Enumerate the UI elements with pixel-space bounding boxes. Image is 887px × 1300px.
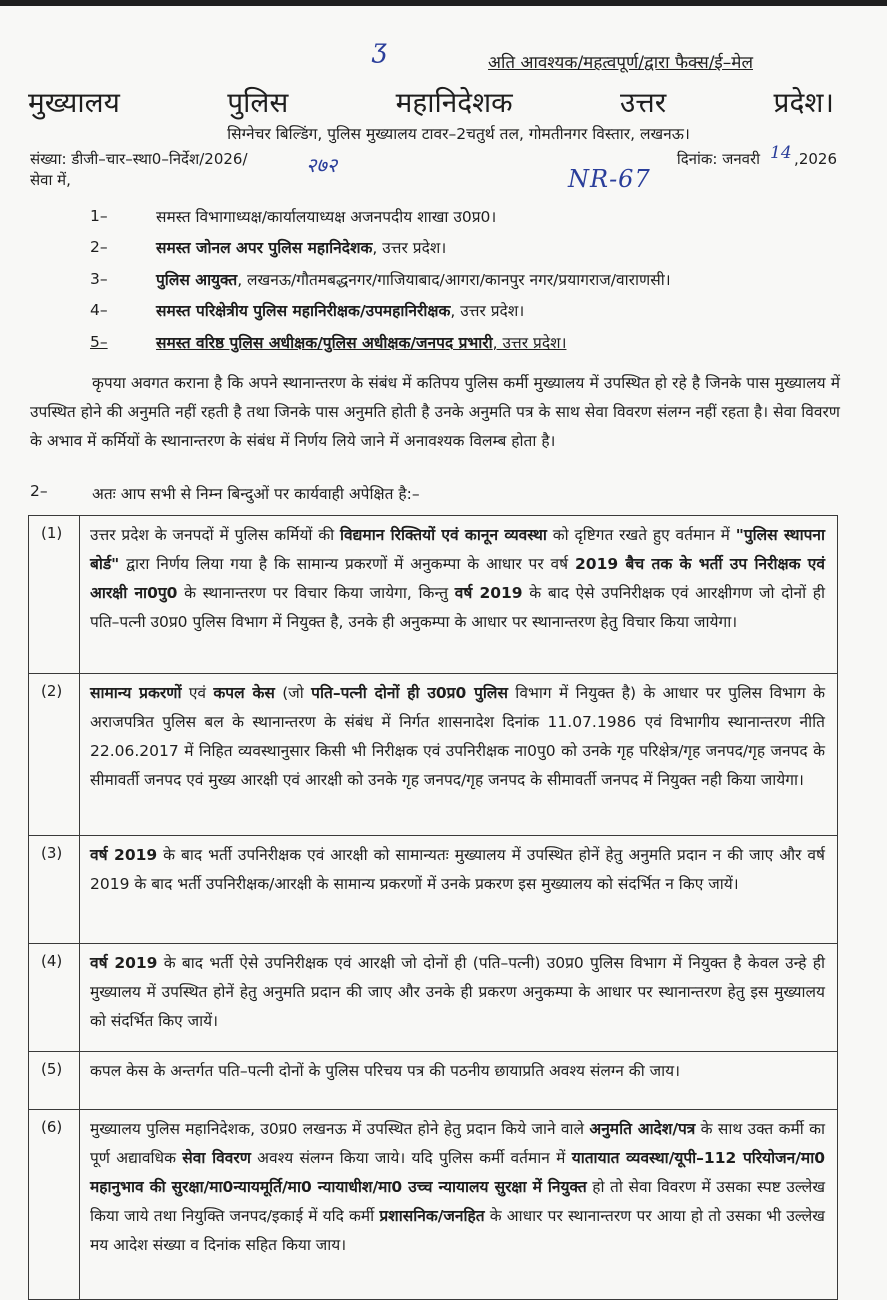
- directive-segment: के साथ उक्त कर्मी का पूर्ण अद्यावधिक: [90, 1120, 826, 1167]
- directive-segment: विभाग में नियुक्त है) के आधार पर पुलिस विभाग के अराजपत्रित पुलिस बल के स्थानान्तरण के संबंध में निर्गत शासनादेश दिनांक 11.07.1986 एवं विभागीय स्थानान्तरण नीति 22.06.2017 में निहित व्यवस्थानुसार किसी भी निरीक्षक एवं उपनिरीक्षक ना0पु0 को उनके गृह परिक्षेत्र/गृह जनपद/गृह जनपद के सीमावर्ती जनपद एवं मुख्य आरक्षी एवं आरक्षी को उनके गृह जनपद/गृह जनपद के सीमावर्ती जनपद में नियुक्त नही किया जायेगा।: [90, 684, 825, 789]
- directive-text: [80, 1110, 838, 1300]
- directive-emphasis: वर्ष 2019: [90, 846, 158, 864]
- directive-text: [80, 1052, 838, 1110]
- recipient-item: [90, 295, 830, 327]
- recipient-bold: समस्त जोनल अपर पुलिस महानिदेशक: [156, 239, 373, 258]
- directive-row: [29, 944, 838, 1052]
- recipient-item: [90, 200, 830, 232]
- recipient-number: 2–: [90, 238, 108, 257]
- salutation: सेवा में,: [30, 171, 71, 189]
- directive-row: [29, 836, 838, 944]
- date-label: दिनांक: जनवरी: [676, 150, 761, 168]
- directive-emphasis: यातायात व्यवस्था/यूपी–112 परियोजन/मा0 महानुभाव की सुरक्षा/मा0न्यायमूर्ति/मा0 न्यायाधीश/मा0 उच्च न्यायालय सुरक्षा में नियुक्त: [90, 1149, 826, 1196]
- directive-segment: कपल केस के अन्तर्गत पति–पत्नी दोनों के पुलिस परिचय पत्र की पठनीय छायाप्रति अवश्य संलग्न की जाय।: [90, 1062, 681, 1080]
- recipient-list: [90, 200, 830, 358]
- org-title-word: प्रदेश।: [773, 86, 834, 119]
- org-title: [28, 83, 834, 121]
- directive-emphasis: प्रशासनिक/जनहित: [379, 1207, 485, 1225]
- directives-table: [28, 515, 838, 1300]
- directive-index: (2): [29, 674, 80, 836]
- handwritten-note: NR-67: [568, 165, 651, 193]
- directive-emphasis: 2019 बैच तक के भर्ती उप निरीक्षक एवं आरक्षी ना0पु0: [90, 555, 825, 602]
- directive-emphasis: विद्यमान रिक्तियों एवं कानून व्यवस्था: [340, 526, 547, 544]
- directive-segment: एवं: [181, 684, 214, 702]
- reference-number: [30, 149, 248, 169]
- recipient-number: 5–: [90, 332, 108, 351]
- org-title-word: पुलिस: [227, 86, 289, 119]
- handwritten-initial: ʒ: [372, 34, 387, 64]
- recipient-item: [90, 232, 830, 264]
- recipient-text: , उत्तर प्रदेश।: [450, 302, 525, 321]
- point-text: अतः आप सभी से निम्न बिन्दुओं पर कार्यवाही अपेक्षित है:–: [92, 485, 420, 503]
- directive-index: (3): [29, 836, 80, 944]
- directive-segment: द्वारा निर्णय लिया गया है कि सामान्य प्रकरणों में अनुकम्पा के आधार पर वर्ष: [119, 555, 575, 573]
- point-2: [30, 482, 420, 504]
- recipient-item: [90, 263, 830, 295]
- date-year: ,2026: [794, 150, 837, 168]
- date-line: [677, 149, 837, 169]
- directive-emphasis: पति–पत्नी दोनों ही उ0प्र0 पुलिस: [311, 684, 508, 702]
- priority-line: अति आवश्यक/महत्वपूर्ण/द्वारा फैक्स/ई–मेल: [488, 53, 753, 73]
- handwritten-day: 14: [770, 143, 792, 163]
- org-title-word: मुख्यालय: [28, 86, 120, 119]
- directive-emphasis: वर्ष 2019: [454, 584, 523, 602]
- directive-segment: हो तो सेवा विवरण में उसका स्पष्ट उल्लेख किया जाये तथा नियुक्ति जनपद/इकाई में यदि कर्मी: [90, 1178, 825, 1225]
- recipient-text: , लखनऊ/गौतमबद्धनगर/गाजियाबाद/आगरा/कानपुर नगर/प्रयागराज/वाराणसी।: [237, 270, 671, 289]
- directive-segment: उत्तर प्रदेश के जनपदों में पुलिस कर्मियों की: [90, 526, 341, 544]
- recipient-text: , उत्तर प्रदेश।: [372, 239, 447, 258]
- org-title-word: महानिदेशक: [395, 86, 513, 119]
- recipient-text: समस्त विभागाध्यक्ष/कार्यालयाध्यक्ष अजनपदीय शाखा उ0प्र0।: [156, 207, 497, 226]
- directive-emphasis: अनुमति आदेश/पत्र: [589, 1120, 696, 1138]
- directive-segment: के बाद ऐसे उपनिरीक्षक एवं आरक्षीगण जो दोनों ही पति–पत्नी उ0प्र0 पुलिस विभाग में नियुक्त है, उनके ही अनुकम्पा के आधार पर स्थानान्तरण हेतु विचार किया जायेगा।: [90, 584, 826, 631]
- directive-segment: अवश्य संलग्न किया जाये। यदि पुलिस कर्मी वर्तमान में: [250, 1149, 572, 1167]
- recipient-bold: पुलिस आयुक्त: [156, 270, 238, 289]
- intro-paragraph: कृपया अवगत कराना है कि अपने स्थानान्तरण के संबंध में कतिपय पुलिस कर्मी मुख्यालय में उपस्थित हो रहे है जिनके पास मुख्यालय में उपस्थित होने की अनुमति नहीं रहती है तथा जिनके पास अनुमति होती है उनके अनुमति पत्र के साथ सेवा विवरण संलग्न नहीं रहता है। सेवा विवरण के अभाव में कर्मियों के स्थानान्तरण के संबंध में निर्णय लिये जाने में अनावश्यक विलम्ब होता है।: [30, 373, 840, 450]
- directive-row: [29, 674, 838, 836]
- recipient-number: 1–: [90, 206, 108, 225]
- directive-segment: के बाद भर्ती उपनिरीक्षक एवं आरक्षी को सामान्यतः मुख्यालय में उपस्थित होनें हेतु अनुमति प्रदान न की जाए और वर्ष 2019 के बाद भर्ती उपनिरीक्षक/आरक्षी के सामान्य प्रकरणों में उनके प्रकरण इस मुख्यालय को संदर्भित न किए जायें।: [90, 846, 825, 893]
- recipient-number: 4–: [90, 301, 108, 320]
- directive-index: (1): [29, 516, 80, 674]
- directive-index: (4): [29, 944, 80, 1052]
- recipient-bold: समस्त परिक्षेत्रीय पुलिस महानिरीक्षक/उपमहानिरीक्षक: [156, 302, 451, 321]
- directive-segment: को दृष्टिगत रखते हुए वर्तमान में: [546, 526, 736, 544]
- directive-segment: के स्थानान्तरण पर विचार किया जायेगा, किन्तु: [177, 584, 455, 602]
- directive-row: [29, 1110, 838, 1300]
- handwritten-ref-number: २७२: [306, 153, 338, 177]
- directive-emphasis: "पुलिस स्थापना बोर्ड": [90, 526, 826, 573]
- directive-segment: के बाद भर्ती ऐसे उपनिरीक्षक एवं आरक्षी जो दोनों ही (पति–पत्नी) उ0प्र0 पुलिस विभाग में नियुक्त है केवल उन्हे ही मुख्यालय में उपस्थित होनें हेतु अनुमति प्रदान की जाए और उनके ही प्रकरण अनुकम्पा के आधार पर स्थानान्तरण हेतु इस मुख्यालय को संदर्भित किए जायें।: [90, 954, 825, 1030]
- recipient-number: 3–: [90, 269, 108, 288]
- org-title-word: उत्तर: [620, 86, 667, 119]
- directive-row: [29, 516, 838, 674]
- recipient-item: [90, 326, 830, 358]
- directive-emphasis: सामान्य प्रकरणों: [90, 684, 182, 702]
- directive-segment: के आधार पर स्थानान्तरण पर आया हो तो उसका भी उल्लेख मय आदेश संख्या व दिनांक सहित किया जाय।: [90, 1207, 825, 1254]
- directive-text: [80, 516, 838, 674]
- directive-emphasis: कपल केस: [213, 684, 275, 702]
- directive-text: [80, 944, 838, 1052]
- directive-text: [80, 674, 838, 836]
- address: सिग्नेचर बिल्डिंग, पुलिस मुख्यालय टावर–2चतुर्थ तल, गोमतीनगर विस्तार, लखनऊ।: [227, 125, 690, 143]
- reference-label: संख्या: डीजी–चार–स्था0–निर्देश/2026/: [30, 150, 248, 168]
- directive-emphasis: सेवा विवरण: [182, 1149, 251, 1167]
- recipient-bold: समस्त वरिष्ठ पुलिस अधीक्षक/पुलिस अधीक्षक/जनपद प्रभारी: [156, 333, 493, 352]
- point-number: 2–: [30, 482, 48, 500]
- directive-index: (5): [29, 1052, 80, 1110]
- directive-index: (6): [29, 1110, 80, 1300]
- recipient-text: , उत्तर प्रदेश।: [492, 333, 567, 352]
- directive-emphasis: वर्ष 2019: [90, 954, 158, 972]
- directive-row: [29, 1052, 838, 1110]
- directive-segment: मुख्यालय पुलिस महानिदेशक, उ0प्र0 लखनऊ में उपस्थित होने हेतु प्रदान किये जाने वाले: [90, 1120, 590, 1138]
- directive-text: [80, 836, 838, 944]
- directive-segment: (जो: [274, 684, 312, 702]
